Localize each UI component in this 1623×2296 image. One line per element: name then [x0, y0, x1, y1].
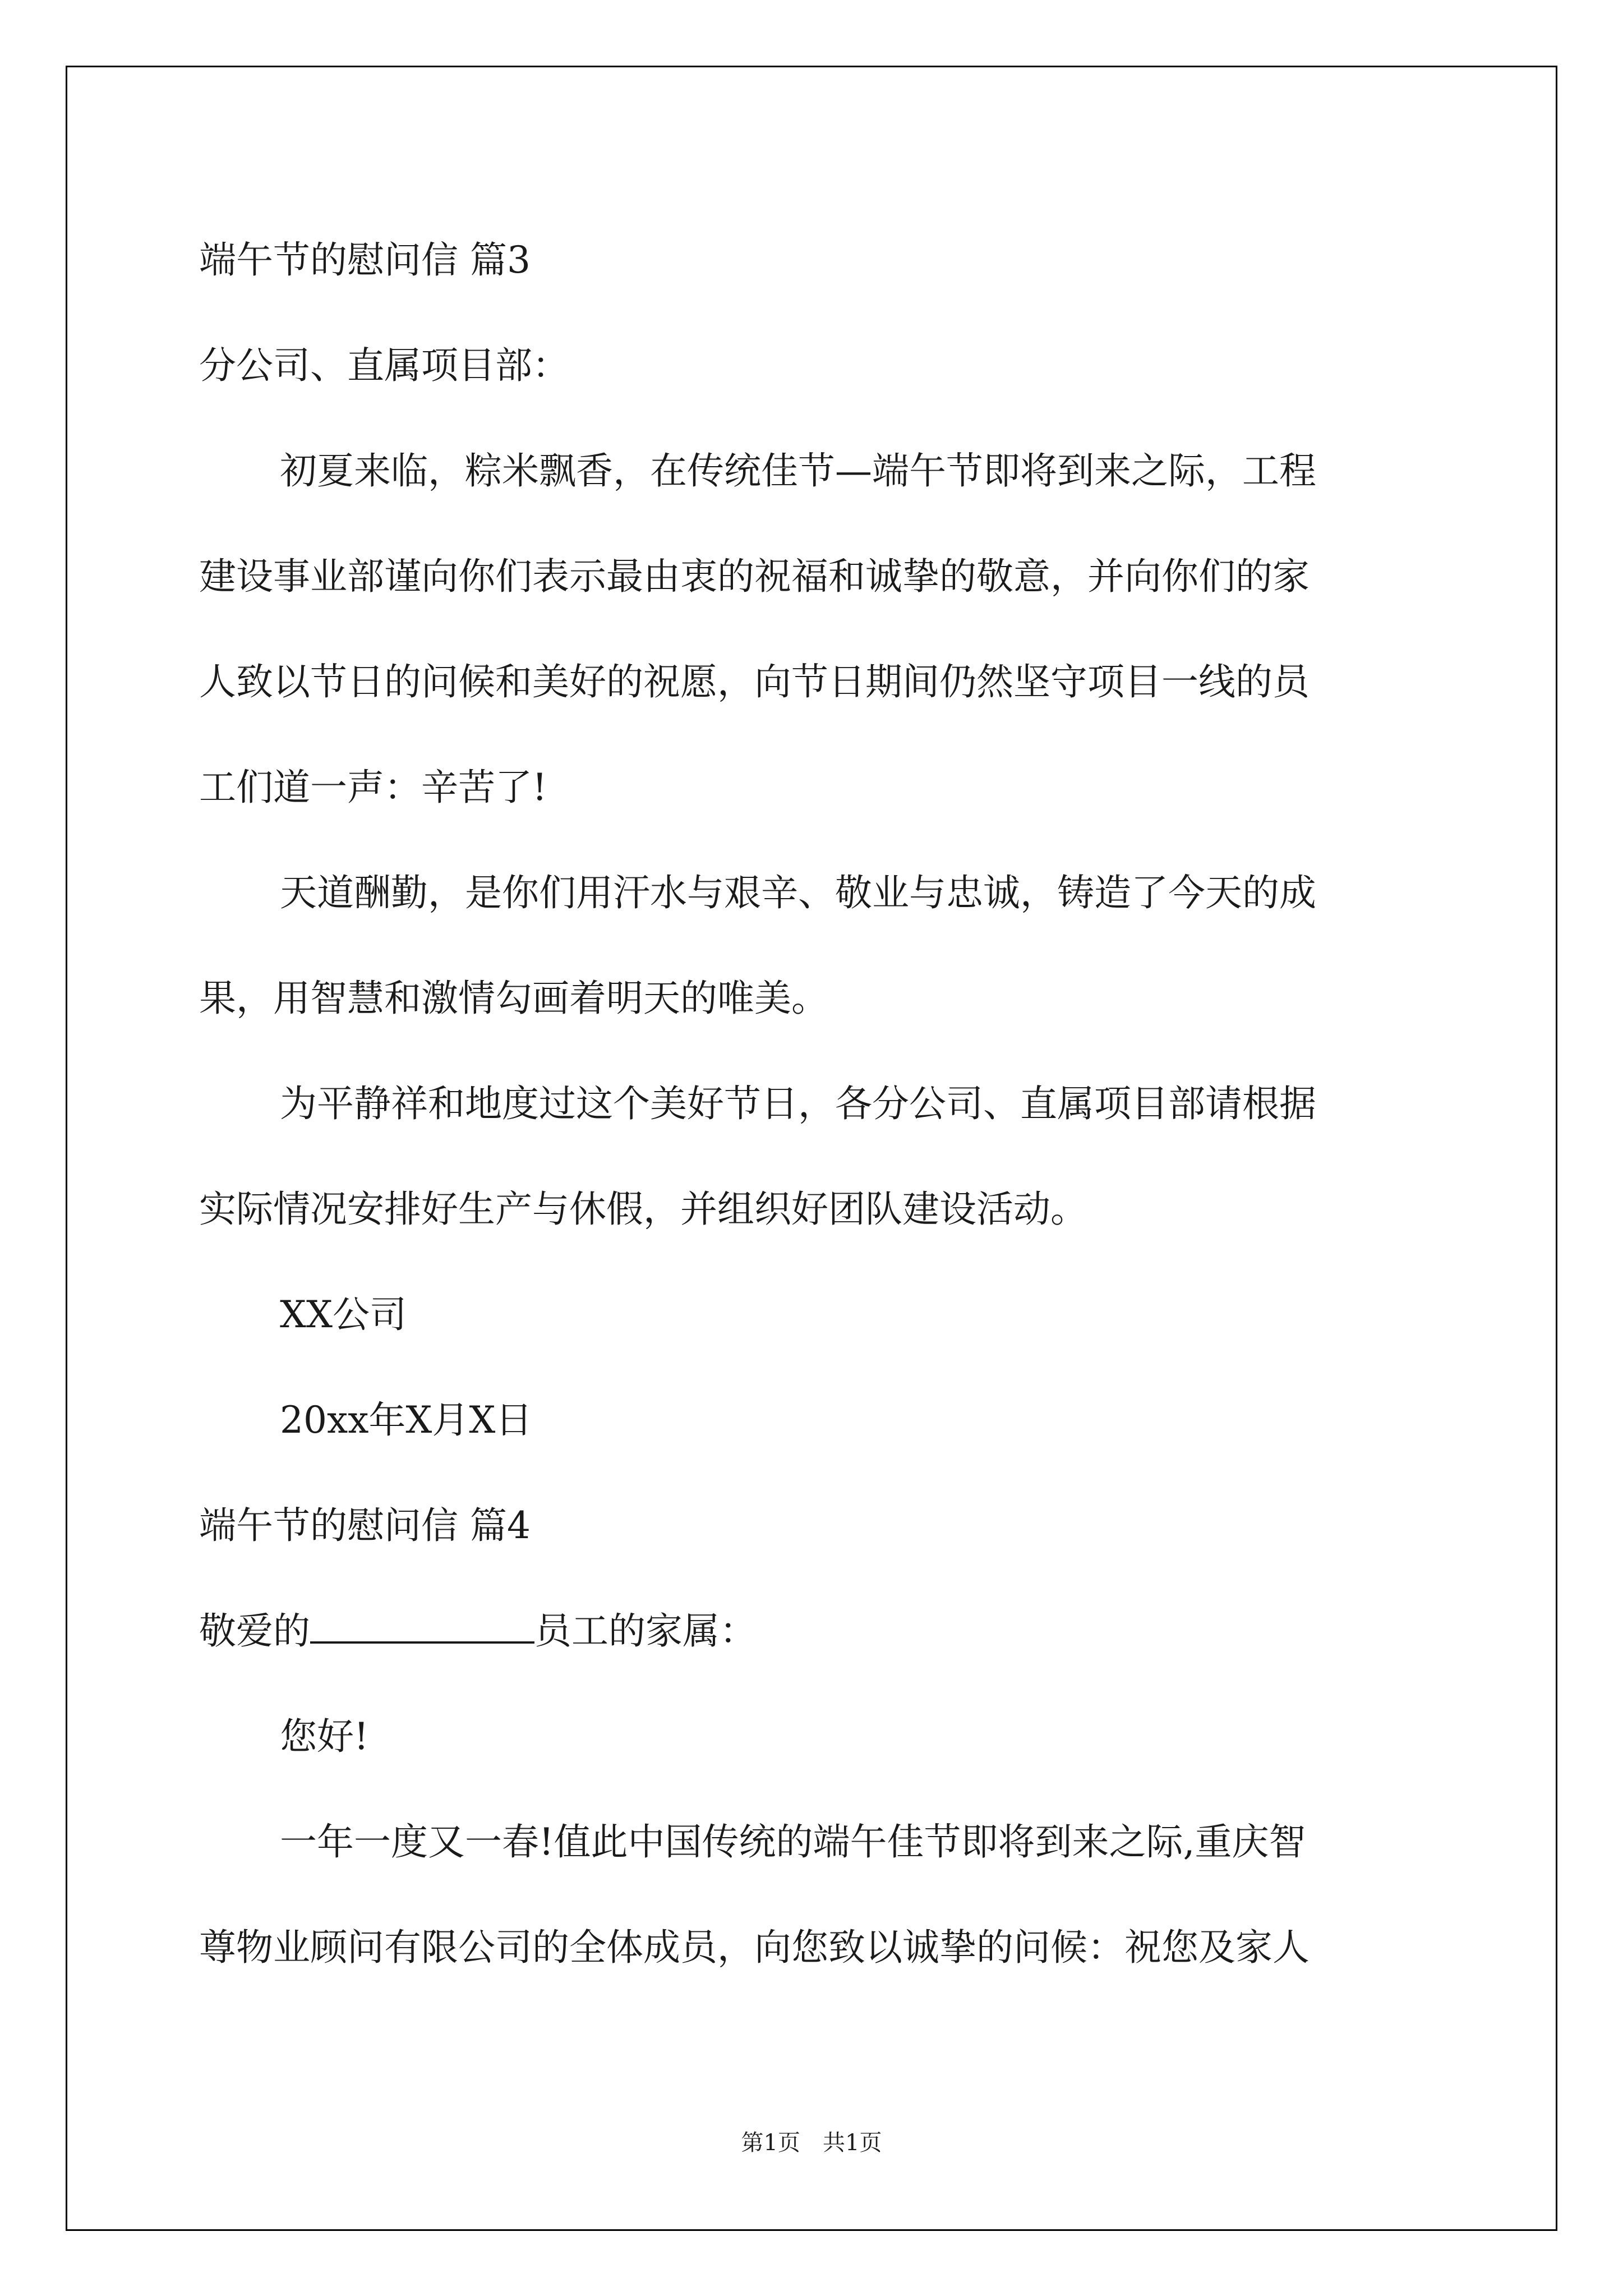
body-line: 一年一度又一春!值此中国传统的端午佳节即将到来之际,重庆智 [280, 1820, 1306, 1864]
body-line: 工们道一声：辛苦了! [199, 766, 547, 809]
section-heading-4: 端午节的慰问信 篇4 [199, 1504, 531, 1547]
salutation-prefix: 敬爱的 [199, 1609, 310, 1653]
body-line: 果，用智慧和激情勾画着明天的唯美。 [199, 977, 828, 1020]
greeting: 您好! [280, 1715, 369, 1758]
body-line: 天道酬勤，是你们用汗水与艰辛、敬业与忠诚，铸造了今天的成 [280, 871, 1316, 914]
signature-company: XX公司 [280, 1293, 407, 1336]
fill-in-blank [310, 1611, 534, 1644]
salutation-4 [199, 1579, 1433, 1684]
section-heading-3: 端午节的慰问信 篇3 [199, 238, 531, 282]
body-line: 建设事业部谨向你们表示最由衷的祝福和诚挚的敬意，并向你们的家 [199, 555, 1310, 598]
signature-date: 20xx年X月X日 [280, 1398, 533, 1442]
body-line: 初夏来临，粽米飘香，在传统佳节—端午节即将到来之际，工程 [280, 449, 1316, 493]
body-line: 尊物业顾问有限公司的全体成员，向您致以诚挚的问候：祝您及家人 [199, 1926, 1310, 1969]
body-line: 人致以节日的问候和美好的祝愿，向节日期间仍然坚守项目一线的员 [199, 660, 1310, 703]
body-line: 为平静祥和地度过这个美好节日，各分公司、直属项目部请根据 [280, 1082, 1316, 1125]
body-line: 实际情况安排好生产与休假，并组织好团队建设活动。 [199, 1188, 1087, 1231]
document-body [199, 208, 1433, 2000]
salutation-suffix: 员工的家属： [534, 1609, 757, 1653]
salutation-3: 分公司、直属项目部： [199, 344, 569, 387]
page-footer: 第1页 共1页 [741, 2130, 882, 2156]
